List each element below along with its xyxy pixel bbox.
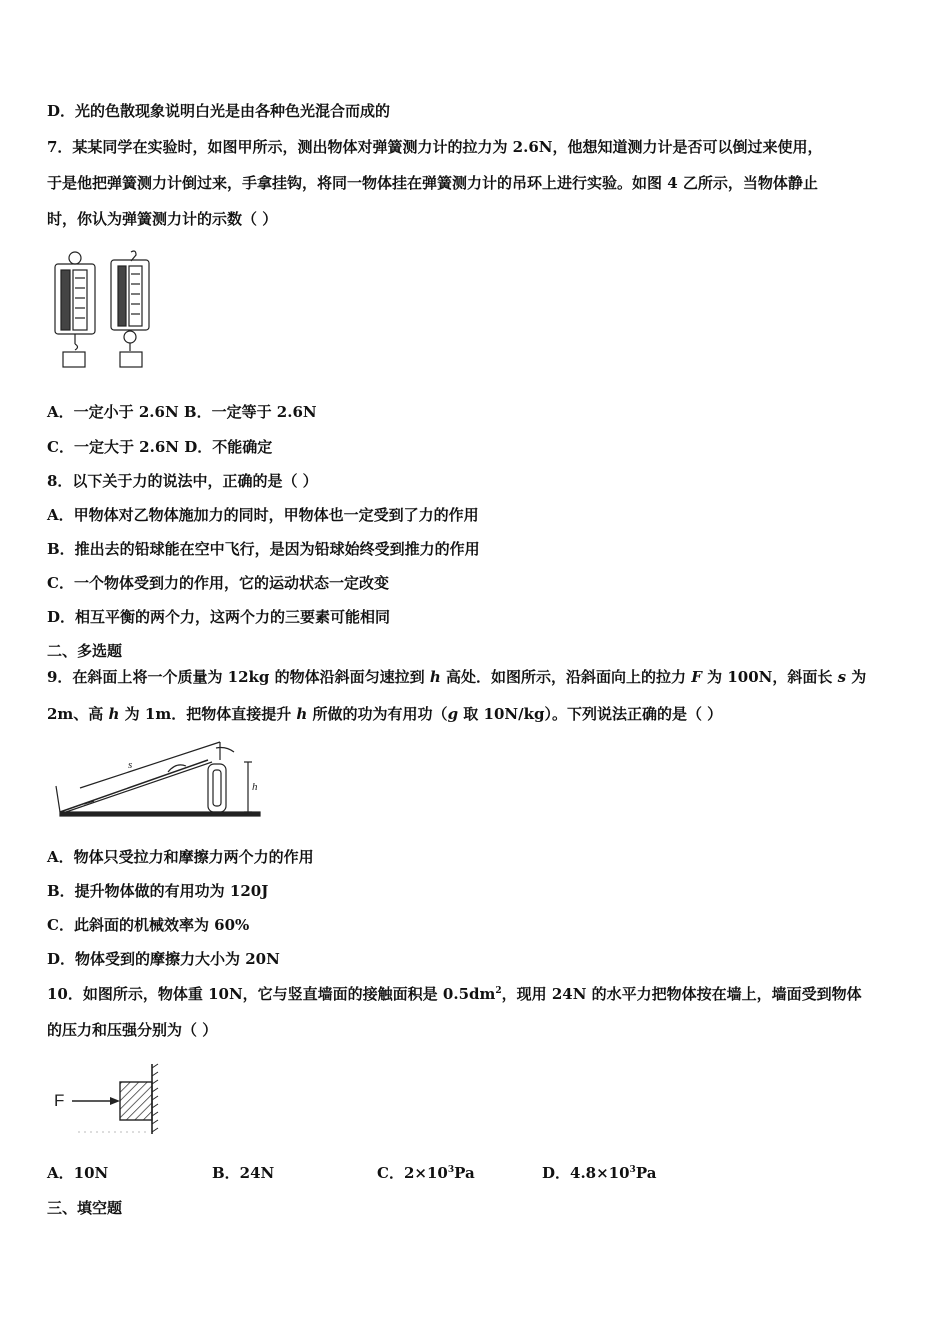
q7-options-row2: C．一定大于 2.6N D．不能确定: [47, 438, 273, 456]
q9-option-b: B．提升物体做的有用功为 120J: [47, 882, 269, 900]
spring-scale-b: [111, 251, 149, 367]
q8-option-c: C．一个物体受到力的作用，它的运动状态一定改变: [47, 574, 389, 592]
q7-stem-line3: 时，你认为弹簧测力计的示数（ ）: [47, 210, 278, 228]
q10-option-d: D．$4.8\times 10^3Pa$: [542, 1164, 657, 1182]
q9-option-a: A．物体只受拉力和摩擦力两个力的作用: [47, 848, 314, 866]
q8-option-b: B．推出去的铅球能在空中飞行，是因为铅球始终受到推力的作用: [47, 540, 480, 558]
q9-option-d: D．物体受到的摩擦力大小为 20N: [47, 950, 280, 968]
q9-stem-line2: 2m、高 h 为 1m．把物体直接提升 h 所做的功为有用功（g 取 10N/kg）。下列说法正确的是（ ）: [47, 705, 723, 723]
spring-scale-a: [55, 252, 95, 367]
q8-option-a: A．甲物体对乙物体施加力的同时，甲物体也一定受到了力的作用: [47, 506, 479, 524]
q7-stem-line1: 7．某某同学在实验时，如图甲所示，测出物体对弹簧测力计的拉力为 2.6N，他想知道测力计是否可以倒过来使用，: [47, 138, 823, 156]
q8-option-d: D．相互平衡的两个力，这两个力的三要素可能相同: [47, 608, 391, 626]
q10-stem-line2: 的压力和压强分别为（ ）: [47, 1021, 218, 1039]
q10-option-b: B．24N: [212, 1164, 275, 1182]
incline-label-s: s: [128, 759, 133, 771]
q7-stem-line2: 于是他把弹簧测力计倒过来，手拿挂钩，将同一物体挂在弹簧测力计的吊环上进行实验。如图 4 乙所示，当物体静止: [47, 174, 818, 192]
incline-figure: [48, 738, 266, 820]
q10-option-c: C．$2\times 10^3Pa$: [377, 1164, 475, 1182]
q10-stem-line1: 10．如图所示，物体重 10N，它与竖直墙面的接触面积是 $0.5dm^2$，现用 24N 的水平力把物体按在墙上，墙面受到物体: [47, 985, 862, 1003]
q9-stem-line1: 9．在斜面上将一个质量为 12kg 的物体沿斜面匀速拉到 h 高处．如图所示，沿斜面向上的拉力 F 为 100N，斜面长 s 为: [47, 668, 867, 686]
q6-option-d: D．光的色散现象说明白光是由各种色光混合而成的: [47, 102, 391, 120]
section-2-title: 二、多选题: [47, 642, 123, 660]
wall-block-figure: [50, 1060, 175, 1136]
section-3-title: 三、填空题: [47, 1199, 123, 1217]
q7-options-row1: A．一定小于 2.6N B．一定等于 2.6N: [47, 403, 317, 421]
force-label-F: F: [54, 1091, 65, 1110]
incline-label-h: h: [252, 781, 258, 793]
spring-scale-figure: [48, 248, 158, 376]
q9-option-c: C．此斜面的机械效率为 60%: [47, 916, 250, 934]
q10-option-a: A．10N: [47, 1164, 109, 1182]
q8-stem: 8．以下关于力的说法中，正确的是（ ）: [47, 472, 318, 490]
